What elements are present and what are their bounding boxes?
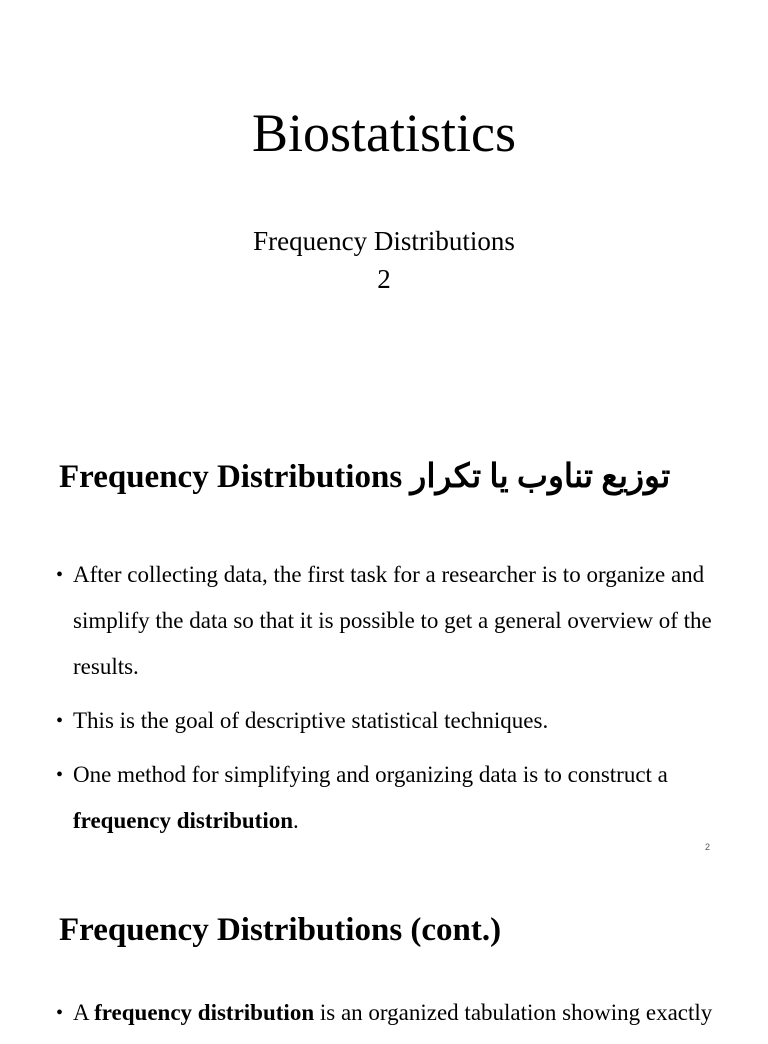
bullet-item [56, 990, 716, 1036]
slide-heading: Frequency Distributions توزیع تناوب یا تکرار [59, 459, 671, 495]
bullet-bold-term: frequency distribution [73, 808, 294, 833]
title-slide [0, 0, 768, 440]
bullet-item [56, 552, 716, 690]
bullet-text: After collecting data, the first task for a researcher is to organize and simplify the data so that it is possible to get a general overview of the results. [73, 562, 712, 679]
bullet-text-end: . [293, 808, 299, 833]
subtitle-line-1: Frequency Distributions [253, 226, 515, 256]
bullet-item [56, 698, 716, 744]
bullet-text-end: is an organized tabulation showing exactly [314, 1000, 713, 1025]
bullet-list [56, 990, 716, 1044]
bullet-text: This is the goal of descriptive statistical techniques. [73, 708, 549, 733]
slide-subtitle [0, 222, 768, 298]
slide-number: 2 [704, 842, 710, 852]
subtitle-line-2: 2 [377, 264, 391, 294]
bullet-icon: • [56, 764, 64, 786]
bullet-bold-term: frequency distribution [94, 1000, 315, 1025]
bullet-list [56, 552, 716, 852]
bullet-text-start: A [73, 1000, 95, 1025]
bullet-icon: • [56, 564, 64, 586]
content-slide-frequency-distributions [0, 440, 768, 860]
bullet-icon: • [56, 1002, 64, 1024]
content-slide-frequency-distributions-cont [0, 860, 768, 1024]
bullet-icon: • [56, 710, 64, 732]
slide-title: Biostatistics [251, 103, 516, 163]
bullet-text-start: One method for simplifying and organizing data is to construct a [73, 762, 668, 787]
bullet-item [56, 752, 716, 844]
slide-heading: Frequency Distributions (cont.) [59, 912, 502, 948]
